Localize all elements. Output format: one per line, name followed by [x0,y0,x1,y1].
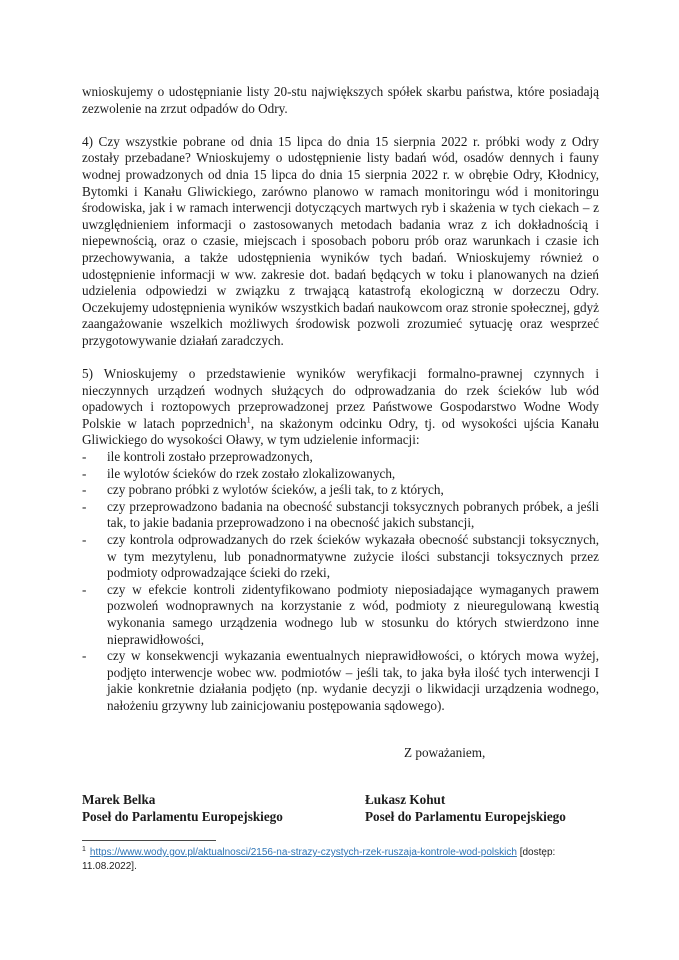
list-item-text: czy kontrola odprowadzanych do rzek ścieków wykazała obecność substancji toksycznych, w tym mezytylenu, lub ponadnormatywne zużycie ilości substancji toksycznych przez podmioty odprowadzające ścieki do rzeki, [107,532,599,581]
dash-marker: - [82,581,87,597]
signature-block [82,791,599,825]
dash-marker: - [82,482,87,498]
signer-name: Marek Belka [82,792,156,808]
signer-name: Łukasz Kohut [365,792,446,808]
closing-phrase: Z poważaniem, [404,744,486,760]
list-item [82,449,599,466]
list-item [82,582,599,648]
footnote-text [82,846,602,874]
footnote-access-prefix: [dostęp: [519,847,556,858]
footnote-access-date: 11.08.2022]. [82,861,137,872]
paragraph-point-5-intro [82,366,599,449]
list-item [82,648,599,714]
dash-marker: - [82,498,87,514]
point-5-list [82,449,599,715]
signer-title: Poseł do Parlamentu Europejskiego [365,809,566,825]
signature-left [82,791,365,825]
list-item-text: czy pobrano próbki z wylotów ścieków, a jeśli tak, to z których, [107,482,444,498]
list-item [82,466,599,483]
signature-right [365,791,599,825]
paragraph-intro-continuation: wnioskujemy o udostępnianie listy 20-stu największych spółek skarbu państwa, które posiadają zezwolenie na zrzut odpadów do Odry. [82,84,599,116]
footnote [82,840,602,874]
signer-title: Poseł do Parlamentu Europejskiego [82,809,283,825]
list-item-text: ile wylotów ścieków do rzek zostało zlokalizowanych, [107,465,396,481]
footnote-link[interactable]: https://www.wody.gov.pl/aktualnosci/2156-na-strazy-czystych-rzek-ruszaja-kontrole-wod-polskich [89,847,517,858]
paragraph-point-4: 4) Czy wszystkie pobrane od dnia 15 lipca do dnia 15 sierpnia 2022 r. próbki wody z Odry zostały przebadane? Wnioskujemy o udostępnienie listy badań wód, osadów dennych i fauny wodnej prowadzonych od dnia 15 lipca do dnia 15 sierpnia 2022 r. w obrębie Odry, Kłodnicy, Bytomki i Kanału Gliwickiego, zarówno planowo w ramach monitoringu wód i monitoringu środowiska, jak i w ramach interwencji dotyczących martwych ryb i skażenia w tych ciekach – z uwzględnieniem informacji o zastosowanych metodach badania wraz z ich dokładnością i niepewnością, oraz o czasie, miejscach i sposobach poboru prób oraz warunkach i czasie ich przechowywania, a także udostępnienia wyników tych badań. Wnioskujemy również o udostępnienie informacji w ww. zakresie dot. badań będących w toku i planowanych na dzień udzielenia odpowiedzi w związku z trwającą katastrofą ekologiczną w dorzeczu Odry. Oczekujemy udostępnienia wyników wszystkich badań naukowcom oraz stronie społecznej, gdyż zaangażowanie wszelkich możliwych środowisk pozwoli zrozumieć sytuację oraz wesprzeć przygotowywanie działań zaradczych. [82,133,599,348]
list-item-text: czy w efekcie kontroli zidentyfikowano podmioty nieposiadające wymaganych prawem pozwoleń wodnoprawnych na korzystanie z wód, podmioty z nieuregulowaną kwestią wykonania samego urządzenia wodnego lub w stosunku do których stwierdzono inne nieprawidłowości, [107,581,599,647]
list-item [82,482,599,499]
list-item [82,499,599,532]
list-item-text: czy przeprowadzono badania na obecność substancji toksycznych pobranych próbek, a jeśli tak, to jakie badania przeprowadzono i na obecność jakich substancji, [107,498,599,531]
footnote-number: 1 [82,845,86,853]
list-item-text: ile kontroli zostało przeprowadzonych, [107,449,313,465]
point-5-text-after: , na skażonym odcinku Odry, tj. od wysokości ujścia Kanału Gliwickiego do wysokości Oławy, w tym udzielenie informacji: [82,415,599,448]
list-item [82,532,599,582]
footnote-separator-line [82,840,216,841]
dash-marker: - [82,532,87,548]
dash-marker: - [82,449,87,465]
letter-body [82,84,599,825]
dash-marker: - [82,648,87,664]
footnote-reference-marker: 1 [246,414,251,425]
list-item-text: czy w konsekwencji wykazania ewentualnych nieprawidłowości, o których mowa wyżej, podjęto interwencje wobec ww. podmiotów – jeśli tak, to jaka była ilość tych interwencji I jakie konkretnie działania podjęto (np. wydanie decyzji o likwidacji urządzenia wodnego, nałożeniu grzywny lub zainicjowaniu postępowania sądowego). [107,648,599,713]
point-5-text-before: 5) Wnioskujemy o przedstawienie wyników weryfikacji formalno-prawnej czynnych i nieczynnych urządzeń wodnych służących do odprowadzania do rzek ścieków lub wód opadowych i roztopowych przeprowadzonej przez Państwowe Gospodarstwo Wodne Wody Polskie w latach poprzednich [82,366,599,431]
dash-marker: - [82,465,87,481]
